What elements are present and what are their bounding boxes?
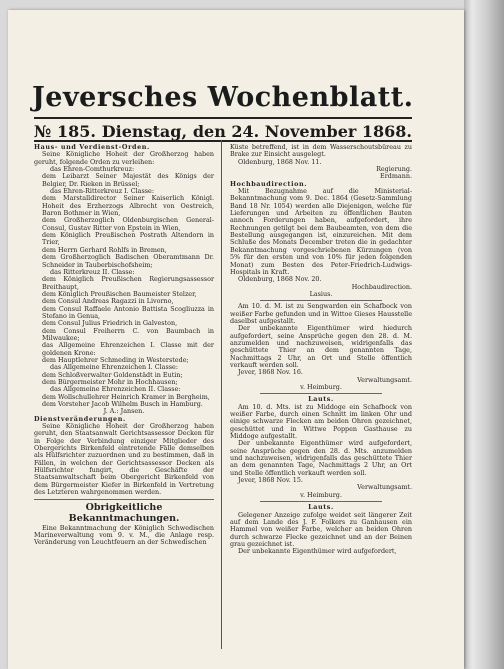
paragraph-schafbock-2b: Der unbekannte Eigenthümer wird aufgefordert, seine Ansprüche gegen den 28. d. Mts. anzumelden und nachzuweisen, widrigenfalls das geschüttete Thier an dem genannten Tage, Nachmittags 2 Uhr, an Ort und Stelle öffentlich verkauft werden soll. [230,439,412,477]
masthead-title: Jeversches Wochenblatt. [32,82,414,113]
left-lines-line: das Allgemeine Ehrenzeichen I. Classe mit der goldenen Krone: [42,341,214,357]
sign2-schafbock-1: v. Heimburg. [300,383,342,391]
left-lines-line: das Ehren-Ritterkreuz I. Classe: [50,187,154,196]
left-lines-line: dem Schloßverwalter Goldenstädt in Eutin; [42,370,183,379]
left-lines-line: Seine Königliche Hoheit der Großherzog haben geruht, den Staatsanwalt Gerichtsassessor Decken für in Folge der Verbindung einziger Mitglieder des Obergerichts Birkenfeld eintretende Fälle demselben als Hülfsrichter zuzuordnen und zu bestimmen, daß in Fällen, in welchen der Gerichtsassessor Decken als Hülfsrichter fungirt, die Geschäfte der Staatsanwaltschaft beim Obergericht Birkenfeld von dem Bürgermeister Kiefer in Birkenfeld in Vertretung des Letzteren wahrgenommen werden. [34,422,214,497]
right-top-line: Regierung. [376,165,412,174]
left-lines-line: das Allgemeine Ehrenzeichen II. Classe: [50,385,181,394]
left-lines-line: dem Leibarzt Seiner Majestät des Königs der Belgier, Dr. Rieken in Brüssel; [42,172,214,188]
left-column [34,144,214,669]
left-lines-line: dem Bürgermeister Mohr in Hochhausen; [42,378,178,386]
left-lines-line: das Allgemeine Ehrenzeichen I. Classe: [50,363,178,372]
left-lines-line: dem Consul Julius Friedrich in Galveston, [42,319,178,328]
rule-3 [260,501,382,502]
section-rule [34,499,214,500]
paragraph-schafbock-1b: Der unbekannte Eigenthümer wird hiedurch aufgefordert, seine Ansprüche gegen den 28. d. M. anzumelden und nachzuweisen, widrigenfalls das geschüttete Thier an dem genannten Tage, Nachmittags 2 Uhr, an Ort und Stelle öffentlich verkauft werden soll. [230,324,412,369]
paragraph-hammel-b: Der unbekannte Eigenthümer wird aufgefordert, [238,547,397,556]
left-lines-line: dem Consul Raffaele Antonio Battista Scogliuzza in Stefano in Genua, [42,304,214,320]
left-lines-line: Seine Königliche Hoheit der Großherzog haben geruht, folgende Orden zu verleihen: [34,150,214,166]
left-lines-line: Haus- und Verdienst-Orden. [34,143,150,151]
sign2-schafbock-2: v. Heimburg. [300,490,342,499]
section-title-obrigkeitliche: Obrigkeitliche Bekanntmachungen. [68,501,180,524]
right-column-top-lines [230,144,412,181]
left-lines-line: dem Königlich Preußischen Regierungsassessor Breithaupt, [42,275,214,291]
dateline [34,122,412,141]
left-column-lines [34,144,214,497]
left-lines-line: dem Wollschullehrer Heinrich Kramer in Bergheim, [42,392,210,401]
issue-number: № 185. [34,122,96,141]
paragraph-hammel: Gelegener Anzeige zufolge weidet seit längerer Zeit auf dem Lande des J. F. Folkers zu Ganhausen ein Hammel von weißer Farbe, welcher an beiden Ohren durch schwarze Flecke gezeichnet und an der Beinen grau gezeichnet ist. [230,510,412,548]
sign-schafbock-1: Verwaltungsamt. [357,375,412,384]
masthead-rule-top [34,117,412,119]
right-top-line: Küste betreffend, ist in dem Wasserschoutsbüreau zu Brake zur Einsicht ausgelegt. [230,143,412,159]
left-lines-line: das Ehren-Comthurkreuz: [50,165,135,174]
rule-2 [260,393,382,394]
sign2-hochbau: Lasius. [309,289,333,298]
left-lines-line: dem Hauptlehrer Schmeding in Westerstede; [42,355,189,364]
laut-2: Lauts. [308,503,334,512]
newspaper-page [8,10,464,669]
date-schafbock-1: Jever, 1868 Nov. 16. [238,368,303,377]
dateline-rule-bottom [34,140,412,142]
paragraph-schwedisch: Eine Bekanntmachung der Königlich Schwedischen Marineverwaltung vom 9. v. M., die Anlage resp. Veränderung von Leuchtfeuern an der Schwedischen [34,523,214,547]
rule-1 [260,300,382,301]
left-lines-line: J. A.: Jansen. [103,407,145,416]
left-lines-line: dem Großherzoglich Oldenburgischen General-Consul, Gustav Ritter von Epstein in Wien, [42,216,214,232]
paragraph-schafbock-2: Am 10. d. Mts. ist zu Middoge ein Schafbock von weißer Farbe, durch einen Schnitt im linken Ohr und einige schwarze Flecken am beiden Ohren gezeichnet, geschüttet und in Wittwe Poppen Gasthause zu Middoge aufgestallt. [230,402,412,441]
date-schafbock-2: Jever, 1868 Nov. 15. [238,476,303,485]
issue-weekday: Dienstag, [101,122,188,141]
sign-hochbau: Hochbaudirection. [351,282,412,291]
left-lines-line: dem Großherzoglich Badischen Oberamtmann Dr. Schneider in Tauberbischofsheim; [42,253,214,269]
issue-date: den 24. November 1868. [192,122,412,141]
right-column [230,144,412,669]
left-lines-line: Dienstveränderungen. [34,414,126,423]
paragraph-hochbau: Mit Bezugnahme auf die Ministerial-Bekanntmachung vom 9. Dec. 1864 (Gesetz-Sammlung Band 18 Nr. 1054) werden alle Diejenigen, welche für Lieferungen und Arbeiten zu öffentlichen Bauten annoch Forderungen haben, aufgefordert, ihre Rechnungen getilgt bei dem Baubeamten, von dem die Bestellung ausgegangen ist, einzureichen. Mit dem Schluße des Monats December treten die in gedachter Bekanntmachung vorgeschriebenen Kürzungen (von 5% für den ersten und von 10% für jeden folgenden Monat) zum Besten des Peter-Friedrich-Ludwigs-Hospitals in Kraft. [230,187,412,276]
paragraph-schafbock-1: Am 10. d. M. ist zu Sengwarden ein Schafbock von weißer Farbe gefunden und in Wittoe Gieses Hausstelle daselbst aufgestallt. [230,302,412,325]
left-lines-line: dem Königlich Preußischen Baumeister Stelzer, [42,289,197,298]
left-lines-line: dem Marstalldirector Seiner Kaiserlich Königl. Hoheit des Erzherzogs Albrecht von Oestreich, Baron Bothmer in Wien, [42,194,214,218]
left-lines-line: dem Vorsteher Jacob Wilhelm Busch in Hamburg. [42,400,203,409]
date-hochbau: Oldenburg, 1868 Nov. 20. [238,275,322,284]
sign-schafbock-2: Verwaltungsamt. [357,483,412,492]
heading-hochbaudirection: Hochbaudirection. [230,179,308,188]
left-lines-line: dem Consul Freiherrn C. von Baumbach in Milwaukee; [42,326,214,342]
left-lines-line: das Ritterkreuz II. Classe: [50,267,135,276]
laut-1: Lauts. [308,395,334,404]
left-lines-line: dem Herrn Gerhard Rohlfs in Bremen, [42,245,167,254]
right-top-line: Erdmann. [380,172,412,181]
binding-spine [464,0,504,669]
left-lines-line: dem Consul Andreas Ragazzi in Livorno, [42,297,174,306]
column-divider [221,140,222,649]
right-top-line: Oldenburg, 1868 Nov. 11. [238,157,322,166]
left-lines-line: dem Königlich Preußischen Postrath Altendorn in Trier, [42,231,214,247]
